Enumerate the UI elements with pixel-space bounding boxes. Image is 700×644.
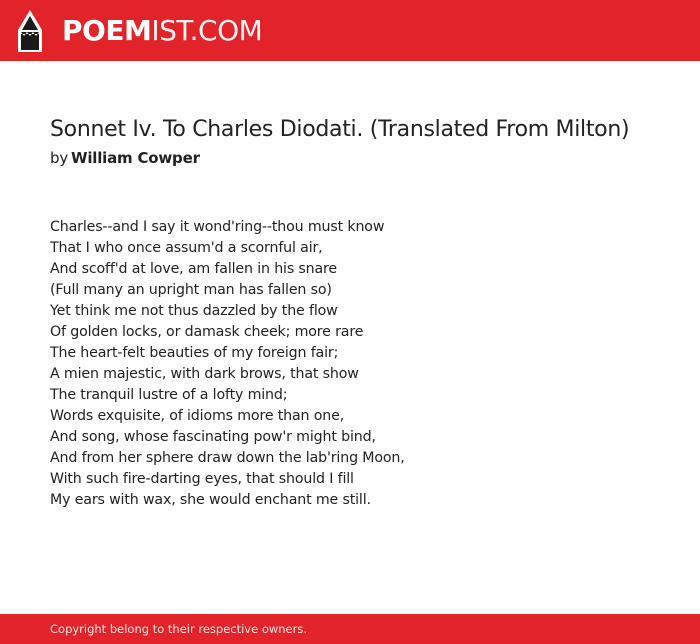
poem-body <box>50 217 650 511</box>
poem-line: And scoff'd at love, am fallen in his snare <box>50 261 338 277</box>
author-link[interactable]: William Cowper <box>71 149 200 167</box>
byline-label: by <box>50 149 68 167</box>
poem-line: The heart-felt beauties of my foreign fair; <box>50 345 339 361</box>
poem-line: And song, whose fascinating pow'r might bind, <box>50 429 376 445</box>
poem-line: The tranquil lustre of a lofty mind; <box>50 387 288 403</box>
logo-wordmark-bold: POEM <box>62 14 152 47</box>
poem-title: Sonnet Iv. To Charles Diodati. (Translated From Milton) <box>50 117 630 142</box>
poem-line: Words exquisite, of idioms more than one, <box>50 408 345 424</box>
poem-line: Yet think me not thus dazzled by the flow <box>50 303 338 319</box>
site-logo-link[interactable] <box>18 10 262 52</box>
poem-line: With such fire-darting eyes, that should I fill <box>50 471 354 487</box>
logo-wordmark-light: IST.COM <box>151 14 263 47</box>
poem-line: A mien majestic, with dark brows, that show <box>50 366 359 382</box>
poem-byline <box>50 148 650 168</box>
poem-line: That I who once assum'd a scornful air, <box>50 240 323 256</box>
pencil-tip-icon <box>18 10 42 52</box>
poem-line: (Full many an upright man has fallen so) <box>50 282 332 298</box>
logo-wordmark <box>62 10 262 52</box>
poem-line: My ears with wax, she would enchant me still. <box>50 492 371 508</box>
poem-line: Charles--and I say it wond'ring--thou must know <box>50 219 385 235</box>
poem-content <box>50 117 650 511</box>
poem-line: And from her sphere draw down the lab'ring Moon, <box>50 450 405 466</box>
poem-line: Of golden locks, or damask cheek; more rare <box>50 324 364 340</box>
site-footer <box>0 614 700 644</box>
copyright-text: Copyright belong to their respective owners. <box>50 622 308 636</box>
site-header <box>0 0 700 61</box>
